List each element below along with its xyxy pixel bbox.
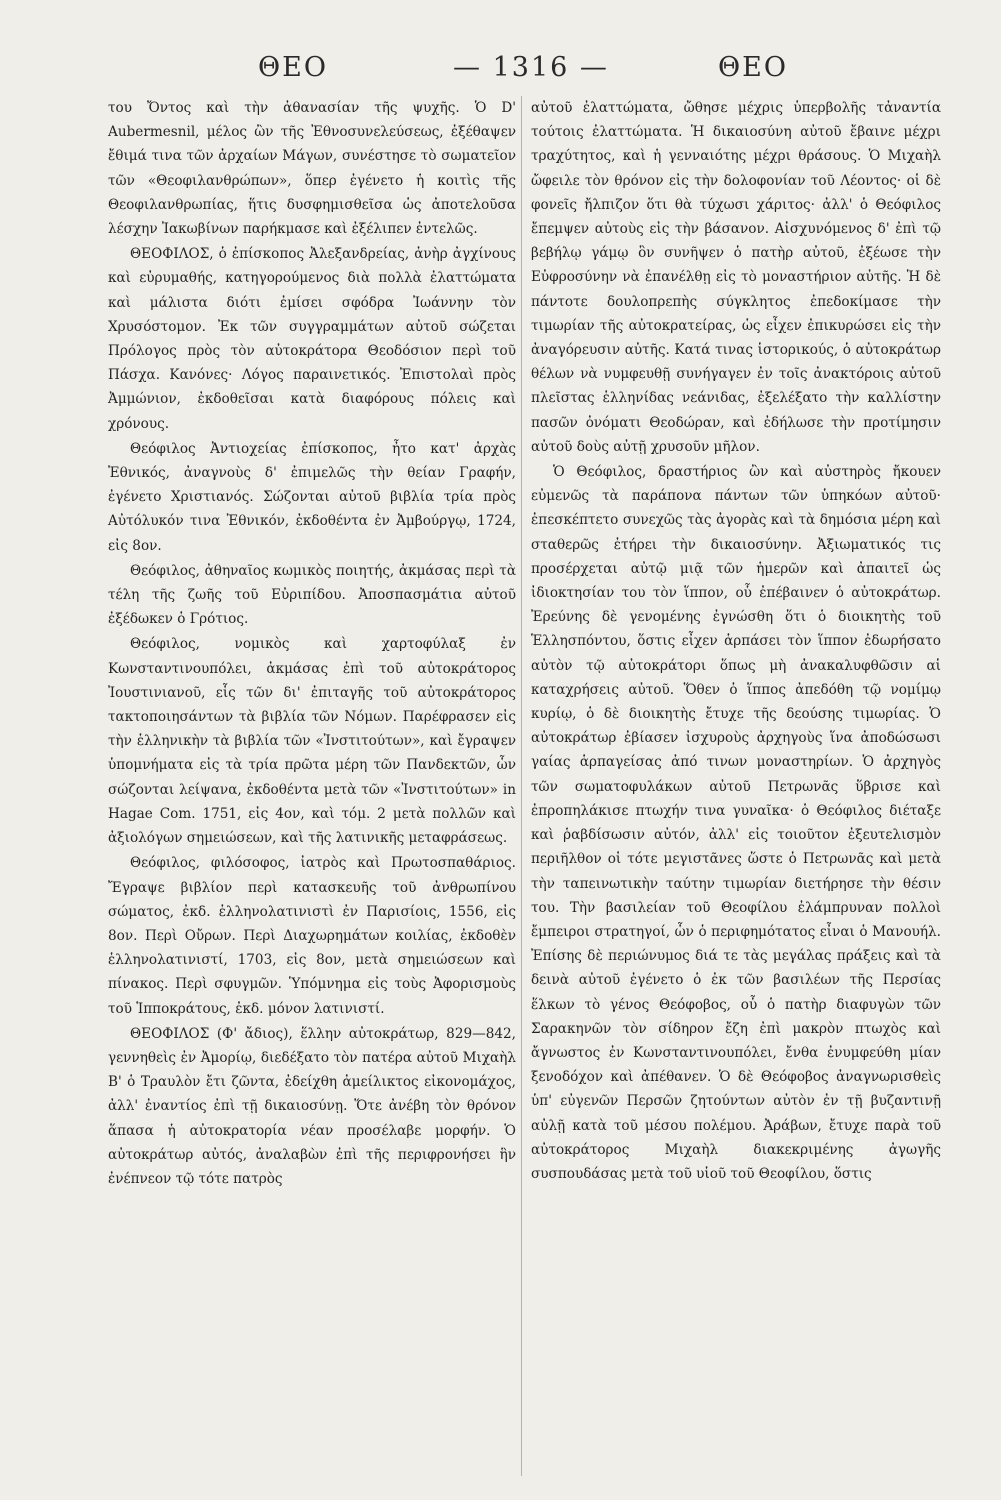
paragraph: ΘΕΟΦΙΛΟΣ, ὁ ἐπίσκοπος Ἀλεξανδρείας, ἀνὴρ ἀγχίνους καὶ εὐρυμαθής, κατηγορούμενος διὰ πολλὰ ἐλαττώματα καὶ μάλιστα διότι ἐμίσει σφόδρα Ἰωάννην τὸν Χρυσόστομον. Ἐκ τῶν συγγραμμάτων αὐτοῦ σώζεται Πρόλογος πρὸς τὸν αὐτοκράτορα Θεοδόσιον περὶ τοῦ Πάσχα. Κανόνες· Λόγος παραινετικός. Ἐπιστολαὶ πρὸς Ἀμμώνιον, ἐκδοθεῖσαι κατὰ διαφόρους πόλεις καὶ χρόνους. <box>108 246 516 432</box>
paragraph: Θεόφιλος, φιλόσοφος, ἰατρὸς καὶ Πρωτοσπαθάριος. Ἔγραψε βιβλίον περὶ κατασκευῆς τοῦ ἀνθρωπίνου σώματος, ἐκδ. ἑλληνολατινιστὶ ἐν Παρισίοις, 1556, εἰς 8ον. Περὶ Οὔρων. Περὶ Διαχωρημάτων κοιλίας, ἐκδοθὲν ἑλληνολατινιστί, 1703, εἰς 8ον, μετὰ σημειώσεων καὶ πίνακος. Περὶ σφυγμῶν. Ὑπόμνημα εἰς τοὺς Ἀφορισμοὺς τοῦ Ἱπποκράτους, ἐκδ. μόνον λατινιστί. <box>108 855 516 1017</box>
paragraph: Θεόφιλος Ἀντιοχείας ἐπίσκοπος, ἦτο κατ' ἀρχὰς Ἐθνικός, ἀναγνοὺς δ' ἐπιμελῶς τὴν θείαν Γραφήν, ἐγένετο Χριστιανός. Σώζονται αὐτοῦ βιβλία τρία πρὸς Αὐτόλυκόν τινα Ἐθνικόν, ἐκδοθέντα ἐν Ἀμβούργῳ, 1724, εἰς 8ον. <box>108 440 516 554</box>
header-left-keyword: ΘΕΟ <box>258 52 328 83</box>
page-number: — 1316 — <box>453 52 609 83</box>
paragraph: Θεόφιλος, ἀθηναῖος κωμικὸς ποιητής, ἀκμάσας περὶ τὰ τέλη τῆς ζωῆς τοῦ Εὐριπίδου. Ἀποσπασμάτια αὐτοῦ ἐξέδωκεν ὁ Γρότιος. <box>108 562 516 628</box>
page-header <box>108 52 938 92</box>
paragraph: αὐτοῦ ἐλαττώματα, ὤθησε μέχρις ὑπερβολῆς τἀναντία τούτοις ἐλαττώματα. Ἡ δικαιοσύνη αὐτοῦ ἔβαινε μέχρι τραχύτητος, καὶ ἡ γενναιότης μέχρι θράσους. Ὁ Μιχαὴλ ὤφειλε τὸν θρόνον εἰς τὴν δολοφονίαν τοῦ Λέοντος· οἱ δὲ φονεῖς ἤλπιζον ὅτι θὰ τύχωσι χάριτος· ἀλλ' ὁ Θεόφιλος ἔπεμψεν αὐτοὺς εἰς τὴν βάσανον. Αἰσχυνόμενος δ' ἐπὶ τῷ βεβήλῳ γάμῳ ὃν συνῆψεν ὁ πατὴρ αὐτοῦ, ἐξέωσε τὴν Εὐφροσύνην νὰ ἐπανέλθῃ εἰς τὸ μοναστήριον αὐτῆς. Ἡ δὲ πάντοτε δουλοπρεπὴς σύγκλητος ἐπεδοκίμασε τὴν τιμωρίαν τῆς αὐτοκρατείρας, ὡς εἶχεν ἐπικυρώσει εἰς τὴν ἀναγόρευσιν αὐτῆς. Κατά τινας ἱστορικούς, ὁ αὐτοκράτωρ θέλων νὰ νυμφευθῇ συνήγαγεν ἐν τοῖς ἀνακτόροις αὐτοῦ πλεῖστας ἑλληνίδας νεάνιδας, ἐξελέξατο τὴν καλλίστην πασῶν ὀνόματι Θεοδώραν, καὶ ἐδήλωσε τὴν προτίμησιν αὐτοῦ δοὺς αὐτῇ χρυσοῦν μῆλον. <box>531 100 941 455</box>
paragraph: του Ὄντος καὶ τὴν ἀθανασίαν τῆς ψυχῆς. Ὁ D' Aubermesnil, μέλος ὢν τῆς Ἐθνοσυνελεύσεως, ἐξέθαψεν ἔθιμά τινα τῶν ἀρχαίων Μάγων, συνέστησε τὸ σωματεῖον τῶν «Θεοφιλανθρώπων», ὅπερ ἐγένετο ἡ κοιτὶς τῆς Θεοφιλανθρωπίας, ἥτις δυσφημισθεῖσα ὡς ἀποτελοῦσα λέσχην Ἰακωβίνων παρήκμασε καὶ ἐξέλιπεν ἐντελῶς. <box>108 100 516 238</box>
right-column <box>531 96 941 1187</box>
paragraph: Θεόφιλος, νομικὸς καὶ χαρτοφύλαξ ἐν Κωνσταντινουπόλει, ἀκμάσας ἐπὶ τοῦ αὐτοκράτορος Ἰουστινιανοῦ, εἷς τῶν δι' ἐπιταγῆς τοῦ αὐτοκράτορος τακτοποιησάντων τὰ βιβλία τῶν Νόμων. Παρέφρασεν εἰς τὴν ἑλληνικὴν τὰ βιβλία τῶν «Ἰνστιτούτων», καὶ ἔγραψεν ὑπομνήματα εἰς τὰ τρία πρῶτα μέρη τῶν Πανδεκτῶν, ὧν σώζονται λείψανα, ἐκδοθέντα μετὰ τῶν «Ἰνστιτούτων» in Hagae Com. 1751, εἰς 4ον, καὶ τόμ. 2 μετὰ πολλῶν καὶ ἀξιολόγων σημειώσεων, καὶ τῆς λατινικῆς μεταφράσεως. <box>108 636 516 847</box>
paragraph: ΘΕΟΦΙΛΟΣ (Φ' ἄδιος), ἕλλην αὐτοκράτωρ, 829—842, γεννηθεὶς ἐν Ἀμορίῳ, διεδέξατο τὸν πατέρα αὐτοῦ Μιχαὴλ Β' ὁ Τραυλὸν ἔτι ζῶντα, ἐδείχθη ἀμείλικτος εἰκονομάχος, ἀλλ' ἐναντίος ἐπὶ τῇ δικαιοσύνῃ. Ὅτε ἀνέβη τὸν θρόνον ἅπασα ἡ αὐτοκρατορία νέαν προσέλαβε μορφήν. Ὁ αὐτοκράτωρ αὐτός, ἀναλαβὼν ἐπὶ τῆς περιφρονήσει ἣν ἐνέπνεον τῷ τότε πατρὸς <box>108 1025 516 1187</box>
header-right-keyword: ΘΕΟ <box>718 52 788 83</box>
column-divider <box>521 96 522 1476</box>
left-column <box>108 96 516 1192</box>
paragraph: Ὁ Θεόφιλος, δραστήριος ὢν καὶ αὐστηρὸς ἤκουεν εὐμενῶς τὰ παράπονα πάντων τῶν ὑπηκόων αὐτοῦ· ἐπεσκέπτετο συνεχῶς τὰς ἀγορὰς καὶ τὰ δημόσια μέρη καὶ σταθερῶς ἐτήρει τὴν δικαιοσύνην. Ἀξιωματικός τις προσέρχεται αὐτῷ μιᾷ τῶν ἡμερῶν καὶ ἀπαιτεῖ ὡς ἰδιοκτησίαν του τὸν ἵππον, οὗ ἐπέβαινεν ὁ αὐτοκράτωρ. Ἐρεύνης δὲ γενομένης ἐγνώσθη ὅτι ὁ διοικητὴς τοῦ Ἑλλησπόντου, ὅστις εἶχεν ἁρπάσει τὸν ἵππον ἐδωρήσατο αὐτὸν τῷ αὐτοκράτορι ὅπως μὴ ἀνακαλυφθῶσιν αἱ καταχρήσεις αὐτοῦ. Ὅθεν ὁ ἵππος ἀπεδόθη τῷ νομίμῳ κυρίῳ, ὁ δὲ διοικητὴς ἔτυχε τῆς δεούσης τιμωρίας. Ὁ αὐτοκράτωρ ἐβίασεν ἰσχυροὺς ἀρχηγοὺς ἵνα ἀποδώσωσι γαίας ἁρπαγείσας ἀπό τινων μοναστηρίων. Ὁ ἀρχηγὸς τῶν σωματοφυλάκων αὐτοῦ Πετρωνᾶς ὕβρισε καὶ ἐπροπηλάκισε πτωχήν τινα γυναῖκα· ὁ Θεόφιλος διέταξε καὶ ῥαβδίσωσιν αὐτόν, ἀλλ' εἰς τοιοῦτον ἐξευτελισμὸν περιῆλθον οἱ τότε μεγιστᾶνες ὥστε ὁ Πετρωνᾶς καὶ μετὰ τὴν ταπεινωτικὴν ταύτην τιμωρίαν διετήρησε τὴν θέσιν του. Τὴν βασιλείαν τοῦ Θεοφίλου ἐλάμπρυναν πολλοὶ ἔμπειροι στρατηγοί, ὧν ὁ περιφημότατος εἶναι ὁ Μανουήλ. Ἐπίσης δὲ περιώνυμος διά τε τὰς μεγάλας πράξεις καὶ τὰ δεινὰ αὐτοῦ ἐγένετο ὁ ἐκ τῶν βασιλέων τῆς Περσίας ἕλκων τὸ γένος Θεόφοβος, οὗ ὁ πατὴρ διαφυγὼν τῶν Σαρακηνῶν τὸν σίδηρον ἔζη ἐπὶ μακρὸν πτωχὸς καὶ ἄγνωστος ἐν Κωνσταντινουπόλει, ἔνθα ἐνυμφεύθη μίαν ξενοδόχον καὶ ἀπέθανεν. Ὁ δὲ Θεόφοβος ἀναγνωρισθεὶς ὑπ' εὐγενῶν Περσῶν ζητούντων αὐτὸν ἐν τῇ βυζαντινῇ αὐλῇ κατὰ τοῦ μέσου πολέμου. Ἀράβων, ἔτυχε παρὰ τοῦ αὐτοκράτορος Μιχαὴλ διακεκριμένης ἀγωγῆς συσπουδάσας μετὰ τοῦ υἱοῦ τοῦ Θεοφίλου, ὅστις <box>531 464 941 1182</box>
